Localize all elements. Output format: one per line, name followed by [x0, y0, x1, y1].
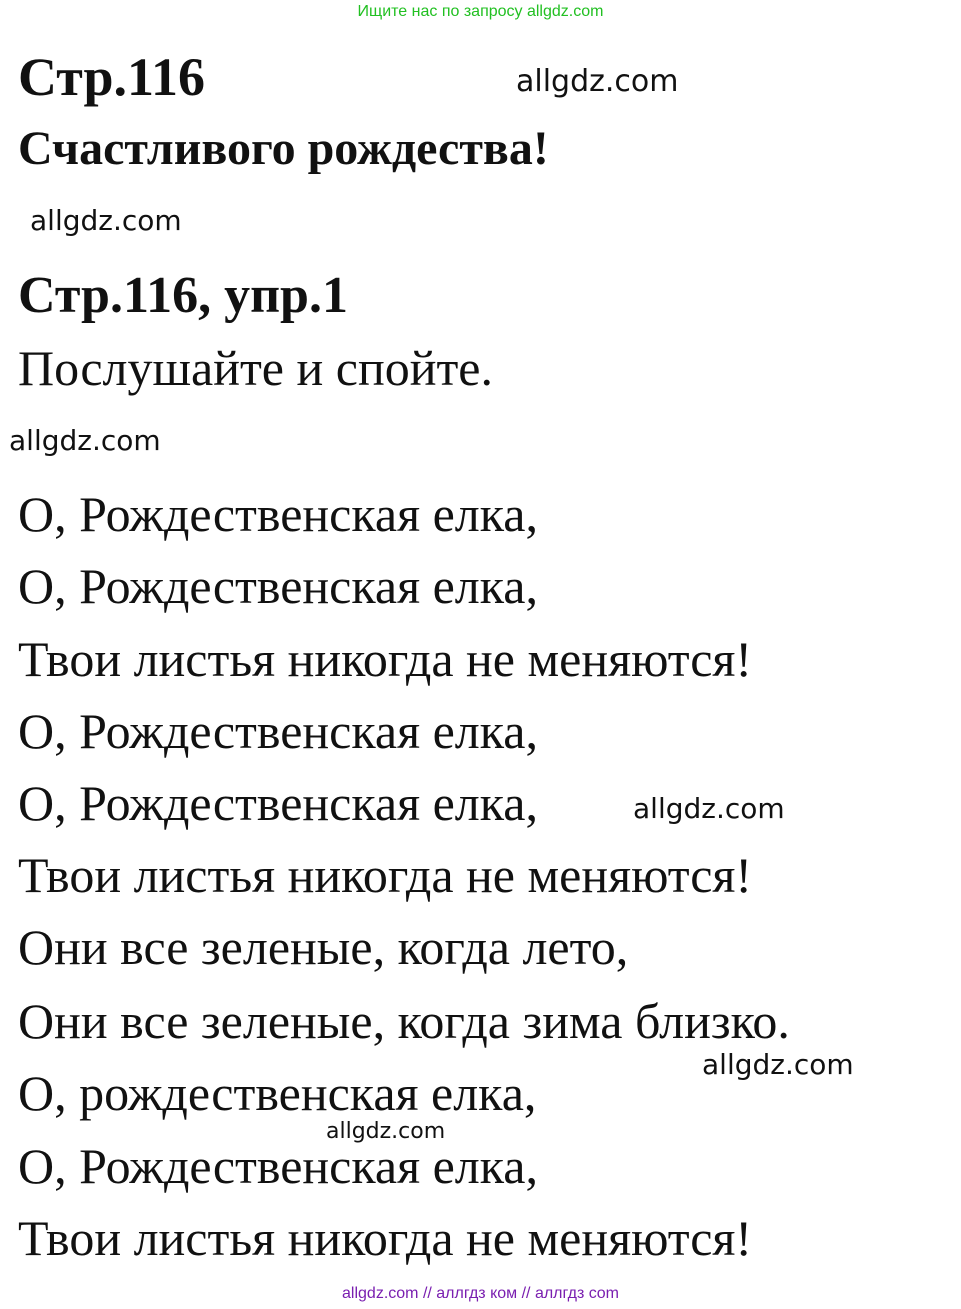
- song-line: О, Рождественская елка,: [18, 703, 538, 759]
- song-line: О, Рождественская елка,: [18, 775, 538, 831]
- song-line: О, рождественская елка,: [18, 1065, 537, 1121]
- song-line: Твои листья никогда не меняются!: [18, 1210, 753, 1266]
- song-line: О, Рождественская елка,: [18, 1138, 538, 1194]
- watermark: allgdz.com: [326, 1119, 446, 1144]
- watermark: allgdz.com: [702, 1048, 854, 1081]
- song-line: Твои листья никогда не меняются!: [18, 631, 753, 687]
- watermark: allgdz.com: [9, 424, 161, 457]
- song-line: Они все зеленые, когда лето,: [18, 919, 629, 975]
- lesson-title: Счастливого рождества!: [18, 122, 549, 175]
- exercise-heading: Стр.116, упр.1: [18, 267, 348, 324]
- footer-links[interactable]: allgdz.com // аллгдз ком // аллгдз com: [342, 1285, 619, 1302]
- page-heading: Стр.116: [18, 47, 206, 107]
- song-line: Твои листья никогда не меняются!: [18, 847, 753, 903]
- song-line: О, Рождественская елка,: [18, 486, 538, 542]
- watermark: allgdz.com: [30, 204, 182, 237]
- top-banner-link[interactable]: Ищите нас по запросу allgdz.com: [357, 3, 604, 20]
- song-line: Они все зеленые, когда зима близко.: [18, 993, 790, 1049]
- watermark: allgdz.com: [516, 64, 679, 99]
- watermark: allgdz.com: [633, 792, 785, 825]
- song-line: О, Рождественская елка,: [18, 558, 538, 614]
- exercise-instruction: Послушайте и спойте.: [18, 340, 493, 396]
